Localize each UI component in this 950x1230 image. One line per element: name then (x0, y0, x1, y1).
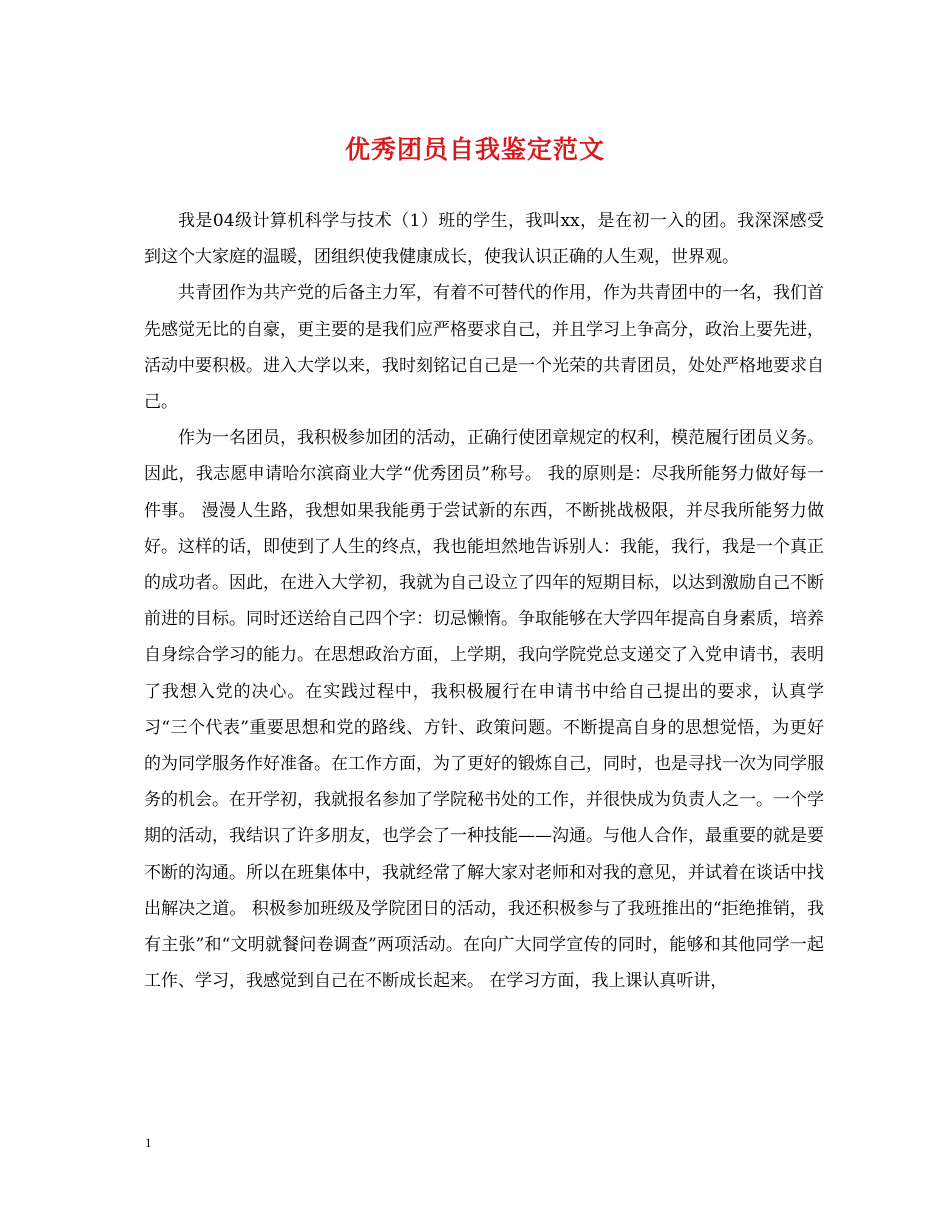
document-body (144, 203, 824, 999)
paragraph: 作为一名团员，我积极参加团的活动，正确行使团章规定的权利，模范履行团员义务。因此，我志愿申请哈尔滨商业大学“优秀团员”称号。 我的原则是：尽我所能努力做好每一件事。 漫漫人生路，我想如果我能勇于尝试新的东西，不断挑战极限，并尽我所能努力做好。这样的话，即使到了人生的终点，我也能坦然地告诉别人：我能，我行，我是一个真正的成功者。因此，在进入大学初，我就为自己设立了四年的短期目标，以达到激励自己不断前进的目标。同时还送给自己四个字：切忌懒惰。争取能够在大学四年提高自身素质，培养自身综合学习的能力。在思想政治方面，上学期，我向学院党总支递交了入党申请书，表明了我想入党的决心。在实践过程中，我积极履行在申请书中给自己提出的要求，认真学习“三个代表”重要思想和党的路线、方针、政策问题。不断提高自身的思想觉悟，为更好的为同学服务作好准备。在工作方面，为了更好的锻炼自己，同时，也是寻找一次为同学服务的机会。在开学初，我就报名参加了学院秘书处的工作，并很快成为负责人之一。一个学期的活动，我结识了许多朋友，也学会了一种技能——沟通。与他人合作，最重要的就是要不断的沟通。所以在班集体中，我就经常了解大家对老师和对我的意见，并试着在谈话中找出解决之道。 积极参加班级及学院团日的活动，我还积极参与了我班推出的“拒绝推销，我有主张”和“文明就餐问卷调查”两项活动。在向广大同学宣传的同时，能够和其他同学一起工作、学习，我感觉到自己在不断成长起来。 在学习方面，我上课认真听讲， (144, 428, 824, 992)
page-number: 1 (145, 1135, 152, 1150)
paragraph: 共青团作为共产党的后备主力军，有着不可替代的作用，作为共青团中的一名，我们首先感觉无比的自豪，更主要的是我们应严格要求自己，并且学习上争高分，政治上要先进，活动中要积极。进入大学以来，我时刻铭记自己是一个光荣的共青团员，处处严格地要求自己。 (144, 283, 824, 413)
document-title: 优秀团员自我鉴定范文 (344, 135, 605, 164)
paragraph: 我是04级计算机科学与技术（1）班的学生，我叫xx，是在初一入的团。我深深感受到这个大家庭的温暖，团组织使我健康成长，使我认识正确的人生观，世界观。 (144, 211, 824, 268)
